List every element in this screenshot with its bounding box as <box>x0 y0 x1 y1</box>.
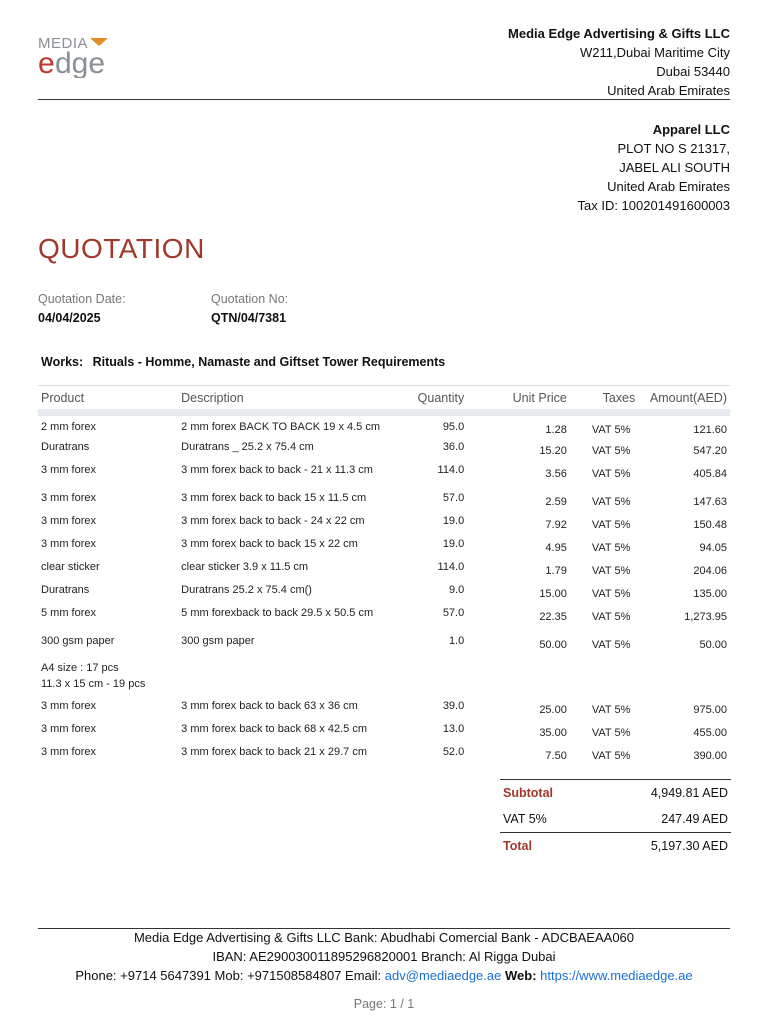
unit-price-cell: 7.92 <box>545 518 567 531</box>
product-cell: Duratrans <box>41 440 90 453</box>
quantity-cell: 95.0 <box>442 421 465 433</box>
table-row <box>38 492 730 515</box>
description-cell: Duratrans 25.2 x 75.4 cm() <box>181 583 312 596</box>
unit-price-cell: 15.20 <box>539 444 567 457</box>
amount-cell: 405.84 <box>693 467 727 480</box>
phone-label: Phone: <box>75 968 117 983</box>
product-cell: 3 mm forex <box>41 514 97 527</box>
quantity-cell: 39.0 <box>442 699 465 712</box>
description-cell: 3 mm forex back to back - 21 x 11.3 cm <box>181 463 373 476</box>
amount-cell: 1,273.95 <box>684 610 727 623</box>
amount-cell: 455.00 <box>693 726 727 739</box>
unit-price-cell: 35.00 <box>539 726 567 739</box>
product-cell: 5 mm forex <box>41 606 97 619</box>
unit-price-cell: 3.56 <box>545 467 567 480</box>
taxes-cell: VAT 5% <box>591 518 631 531</box>
footer-iban-line: IBAN: AE290030011895296820001 Branch: Al Rigga Dubai <box>212 949 556 964</box>
taxes-cell: VAT 5% <box>591 424 631 436</box>
description-cell: 3 mm forex back to back 15 x 22 cm <box>181 537 358 550</box>
note-line-2: 11.3 x 15 cm - 19 pcs <box>41 677 146 690</box>
product-cell: 300 gsm paper <box>41 634 115 647</box>
quantity-cell: 19.0 <box>442 537 465 550</box>
amount-cell: 150.48 <box>693 518 727 531</box>
taxes-cell: VAT 5% <box>591 638 631 651</box>
taxes-cell: VAT 5% <box>591 495 631 508</box>
works-value: Rituals - Homme, Namaste and Giftset Tower Requirements <box>92 355 446 369</box>
quantity-cell: 36.0 <box>442 440 465 453</box>
product-cell: Duratrans <box>41 583 90 596</box>
line-items-table <box>38 385 730 769</box>
quotation-number-label: Quotation No: <box>211 292 289 306</box>
description-cell: 3 mm forex back to back 21 x 29.7 cm <box>181 745 367 758</box>
vat-row <box>500 806 731 832</box>
amount-cell: 975.00 <box>693 703 727 716</box>
amount-cell: 121.60 <box>693 424 727 436</box>
quotation-number-value: QTN/04/7381 <box>211 311 287 325</box>
taxes-cell: VAT 5% <box>591 726 631 739</box>
taxes-cell: VAT 5% <box>591 749 631 762</box>
amount-cell: 135.00 <box>693 587 727 600</box>
product-cell: 3 mm forex <box>41 722 97 735</box>
taxes-cell: VAT 5% <box>591 467 631 480</box>
total-value: 5,197.30 AED <box>650 839 728 853</box>
unit-price-cell: 1.28 <box>545 424 567 436</box>
taxes-cell: VAT 5% <box>591 444 631 457</box>
customer-address-block <box>577 120 730 215</box>
company-address-line-2: Dubai 53440 <box>656 64 730 79</box>
taxes-cell: VAT 5% <box>591 587 631 600</box>
quantity-cell: 19.0 <box>442 514 465 527</box>
company-country: United Arab Emirates <box>607 83 730 98</box>
product-cell: 3 mm forex <box>41 537 97 550</box>
unit-price-cell: 7.50 <box>545 749 567 762</box>
media-edge-logo-icon <box>38 22 120 78</box>
header-amount: Amount(AED) <box>638 386 730 413</box>
taxes-cell: VAT 5% <box>591 610 631 623</box>
svg-text:dge: dge <box>55 47 106 78</box>
table-row <box>38 746 730 769</box>
svg-text:MEDIA: MEDIA <box>38 35 89 52</box>
unit-price-cell: 2.59 <box>545 495 567 508</box>
product-cell: 3 mm forex <box>41 463 97 476</box>
customer-tax-id: Tax ID: 100201491600003 <box>577 198 730 213</box>
product-cell: 2 mm forex <box>41 421 97 433</box>
quantity-cell: 1.0 <box>448 634 465 647</box>
description-cell: 3 mm forex back to back 68 x 42.5 cm <box>181 722 367 735</box>
company-address-line-1: W211,Dubai Maritime City <box>579 45 730 60</box>
table-row <box>38 700 730 723</box>
note-line-1: A4 size : 17 pcs <box>41 661 119 674</box>
vat-label: VAT 5% <box>503 812 547 826</box>
vat-value: 247.49 AED <box>661 812 728 826</box>
description-cell: 300 gsm paper <box>181 634 255 647</box>
amount-cell: 390.00 <box>693 749 727 762</box>
subtotal-row <box>500 779 731 806</box>
totals-block <box>500 779 731 859</box>
description-cell: 3 mm forex back to back 15 x 11.5 cm <box>181 491 367 504</box>
table-row <box>38 561 730 584</box>
email-label: Email: <box>345 968 382 983</box>
email-link[interactable]: adv@mediaedge.ae <box>384 968 502 983</box>
quantity-cell: 57.0 <box>442 491 465 504</box>
header-quantity: Quantity <box>390 386 467 413</box>
document-title: QUOTATION <box>38 233 205 264</box>
quantity-cell: 9.0 <box>448 583 465 596</box>
company-address-block <box>508 24 730 100</box>
customer-address-line-1: PLOT NO S 21317, <box>617 141 730 156</box>
header-description: Description <box>178 386 390 413</box>
works-label: Works: <box>41 355 84 369</box>
total-row <box>500 832 731 859</box>
product-cell: 3 mm forex <box>41 699 97 712</box>
mob-label: Mob: <box>214 968 244 983</box>
customer-country: United Arab Emirates <box>607 179 730 194</box>
taxes-cell: VAT 5% <box>591 564 631 577</box>
product-cell: clear sticker <box>41 560 100 573</box>
works-line <box>41 355 445 369</box>
description-cell: 2 mm forex BACK TO BACK 19 x 4.5 cm <box>181 421 381 433</box>
amount-cell: 94.05 <box>699 541 727 554</box>
amount-cell: 147.63 <box>693 495 727 508</box>
description-cell: 3 mm forex back to back - 24 x 22 cm <box>181 514 365 527</box>
customer-address-line-2: JABEL ALI SOUTH <box>619 160 730 175</box>
amount-cell: 50.00 <box>699 638 727 651</box>
unit-price-cell: 22.35 <box>539 610 567 623</box>
header-product: Product <box>38 386 178 413</box>
subtotal-label: Subtotal <box>503 786 553 800</box>
header-divider <box>38 99 730 100</box>
quotation-date-value: 04/04/2025 <box>38 311 101 325</box>
quantity-cell: 57.0 <box>442 606 465 619</box>
mob-value: +971508584807 <box>247 968 342 983</box>
table-row <box>38 464 730 492</box>
description-cell: clear sticker 3.9 x 11.5 cm <box>181 560 309 573</box>
footer-bank-line: Media Edge Advertising & Gifts LLC Bank: Abudhabi Comercial Bank - ADCBAEAA060 <box>133 930 635 945</box>
unit-price-cell: 25.00 <box>539 703 567 716</box>
amount-cell: 204.06 <box>693 564 727 577</box>
table-note-row <box>38 658 730 700</box>
product-cell: 3 mm forex <box>41 491 97 504</box>
total-label: Total <box>503 839 532 853</box>
unit-price-cell: 50.00 <box>539 638 567 651</box>
quantity-cell: 52.0 <box>442 745 465 758</box>
website-link[interactable]: https://www.mediaedge.ae <box>540 968 693 983</box>
description-cell: Duratrans _ 25.2 x 75.4 cm <box>181 440 314 453</box>
header-unit-price: Unit Price <box>467 386 570 413</box>
note-cell <box>38 658 730 700</box>
footer <box>0 928 768 985</box>
table-header-row <box>38 386 730 413</box>
table-row <box>38 515 730 538</box>
subtotal-value: 4,949.81 AED <box>650 786 728 800</box>
description-cell: 3 mm forex back to back 63 x 36 cm <box>181 699 358 712</box>
quantity-cell: 114.0 <box>437 463 465 476</box>
table-row <box>38 607 730 635</box>
quotation-date-label: Quotation Date: <box>38 292 126 306</box>
svg-text:e: e <box>38 47 55 78</box>
footer-contact-line <box>0 966 768 985</box>
unit-price-cell: 15.00 <box>539 587 567 600</box>
quantity-cell: 13.0 <box>442 722 465 735</box>
table-row <box>38 635 730 658</box>
header-taxes: Taxes <box>570 386 638 413</box>
unit-price-cell: 4.95 <box>545 541 567 554</box>
company-logo <box>38 22 120 78</box>
customer-name: Apparel LLC <box>652 122 730 137</box>
table-row <box>38 538 730 561</box>
web-label: Web: <box>504 968 537 983</box>
table-row <box>38 723 730 746</box>
table-row <box>38 441 730 464</box>
phone-value: +9714 5647391 <box>120 968 211 983</box>
table-row <box>38 413 730 441</box>
amount-cell: 547.20 <box>693 444 727 457</box>
page-number: Page: 1 / 1 <box>353 997 415 1011</box>
product-cell: 3 mm forex <box>41 745 97 758</box>
description-cell: 5 mm forexback to back 29.5 x 50.5 cm <box>181 606 374 619</box>
taxes-cell: VAT 5% <box>591 703 631 716</box>
taxes-cell: VAT 5% <box>591 541 631 554</box>
company-name: Media Edge Advertising & Gifts LLC <box>508 26 730 41</box>
table-row <box>38 584 730 607</box>
quantity-cell: 114.0 <box>437 560 465 573</box>
unit-price-cell: 1.79 <box>545 564 567 577</box>
